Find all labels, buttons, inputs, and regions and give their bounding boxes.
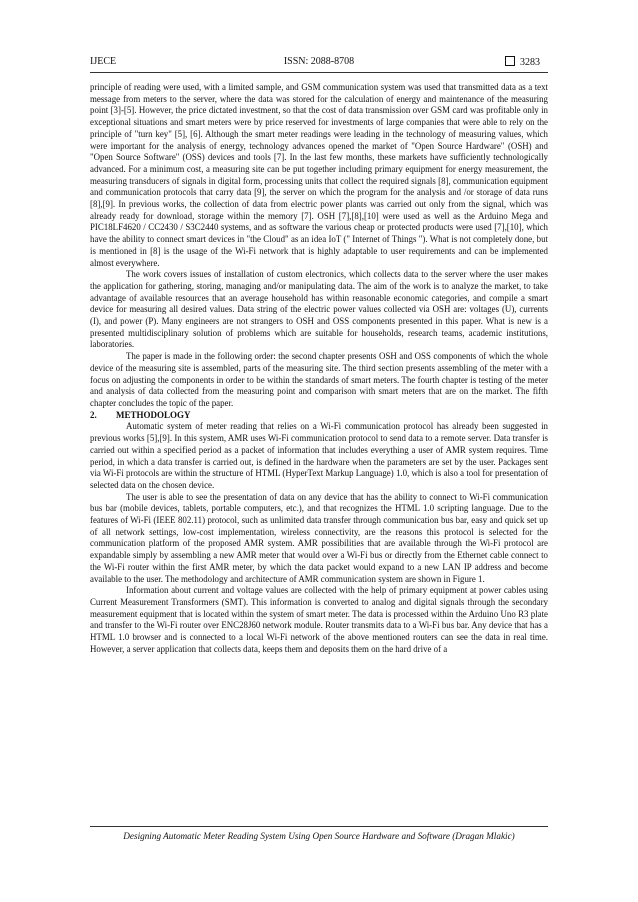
page-number-block: [505, 56, 540, 68]
journal-name: IJECE: [90, 56, 117, 67]
page-footer: [90, 826, 548, 841]
intro-paragraph-3: The paper is made in the following order: the second chapter presents OSH and OSS components of which the whole device of the measuring site is assembled, parts of the measuring site. The third section presents assembling of the meter with a focus on adjusting the components in order to be within the standards of smart meters. The fourth chapter is testing of the meter and analysis of data collected from the measuring point and comparison with smart meters that are on the market. The fifth chapter concludes the topic of the paper.: [90, 351, 548, 408]
page-number: 3283: [520, 57, 540, 68]
page-header: [90, 52, 548, 73]
intro-paragraph-1: principle of reading were used, with a limited sample, and GSM communication system was used that transmitted data as a text message from meters to the server, where the data was stored for the calculation of energy and maintenance of the measuring point [3]-[5]. However, the price dictated investment, so that the cost of data transmission over GSM card was profitable only in exceptional situations and smart meters were by price reserved for investments of large companies that were able to rely on the principle of "turn key" [5], [6]. Although the smart meter readings were leading in the technology of measuring values, which were important for the analysis of energy, technology advances opened the market of "Open Source Hardware" (OSH) and "Open Source Software" (OSS) devices and tools [7]. In the last few months, these markets have sufficiently technologically advanced. For a minimum cost, a measuring site can be put together including primary equipment for energy measurement, the measuring transducers of signals in digital form, processing units that collect the required signals [8], communication equipment and communication protocols that carry data [9], the server on which the program for the analysis and /or storage of data runs [8],[9]. In previous works, the collection of data from electric power plants was carried out only from the signal, which was already ready for download, storage within the memory [7]. OSH [7],[8],[10] were used as well as the Arduino Mega and PIC18LF4620 / CC2430 / S3C2440 systems, and as software the various cheap or protected products were used [7],[10], which have the ability to connect smart devices in "the Cloud" as an idea IoT (" Internet of Things "). What is not completely done, but is mentioned in [8] is the usage of the Wi-Fi network that is highly adaptable to user requirements and can be implemented almost everywhere.: [90, 82, 548, 268]
section-heading: [90, 410, 548, 422]
methodology-paragraph-2: The user is able to see the presentation of data on any device that has the ability to connect to Wi-Fi communication bus bar (mobile devices, tablets, portable computers, etc.), and that recognizes the HTML 1.0 scripting language. Due to the features of Wi-Fi (IEEE 802.11) protocol, such as unlimited data transfer through communication bus bar, easy and quick set up of all network settings, low-cost implementation, wireless connectivity, are the reasons this protocol is selected for the communication platform of the proposed AMR system. AMR possibilities that are available through the Wi-Fi protocol are expandable simply by assembling a new AMR meter that would over a Wi-Fi bus or directly from the Ethernet cable connect to the Wi-Fi router within the first AMR meter, by which the data packet would expand to a new LAN IP address and become available to the user. The methodology and architecture of AMR communication system are shown in Figure 1.: [90, 491, 548, 584]
methodology-paragraph-3: Information about current and voltage values are collected with the help of primary equipment at power cables using Current Measurement Transformers (SMT). This information is converted to analog and digital signals through the secondary measurement equipment that is located within the system of smart meter. The data is processed within the Arduino Uno R3 plate and transfer to the Wi-Fi router over ENC28J60 network module. Router transmits data to a Wi-Fi bus bar. Any device that has a HTML 1.0 browser and is connected to a local Wi-Fi network of the above mentioned routers can see the data in real time. However, a server application that collects data, keeps them and deposits them on the hard drive of a: [90, 585, 548, 654]
issn: ISSN: 2088-8708: [283, 56, 355, 67]
footer-citation: Designing Automatic Meter Reading System Using Open Source Hardware and Software (Dragan Mlakic): [123, 831, 515, 841]
article-body: [90, 82, 548, 655]
intro-paragraph-2: The work covers issues of installation of custom electronics, which collects data to the server where the user makes the application for gathering, storing, managing and/or manipulating data. The aim of the work is to analyze the market, to take advantage of available resources that an average household has within reasonable economic categories, and compile a smart device for measuring all desired values. Data string of the electric power values collected via OSH are: voltages (U), currents (I), and power (P). Many engineers are not strangers to OSH and OSS components presented in this paper. What is new is a presented multidisciplinary solution of problems which are suitable for households, research teams, academic institutions, laboratories.: [90, 269, 548, 350]
methodology-paragraph-1: Automatic system of meter reading that relies on a Wi-Fi communication protocol has already been suggested in previous works [5],[9]. In this system, AMR uses Wi-Fi communication protocol to send data to a remote server. Data transfer is carried out within a specified period as a packet of information that includes everything a user of AMR system requires. Time period, in which a data transfer is carried out, is defined in the hardware when the parameters are set by the user. Packages sent via Wi-Fi protocols are within the structure of HTML (HyperText Markup Language) 1.0, which is also a tool for presentation of selected data on the chosen device.: [90, 421, 548, 490]
section-number: 2.: [90, 409, 97, 420]
section-title: METHODOLOGY: [116, 409, 191, 420]
checkbox-icon: [505, 56, 515, 66]
